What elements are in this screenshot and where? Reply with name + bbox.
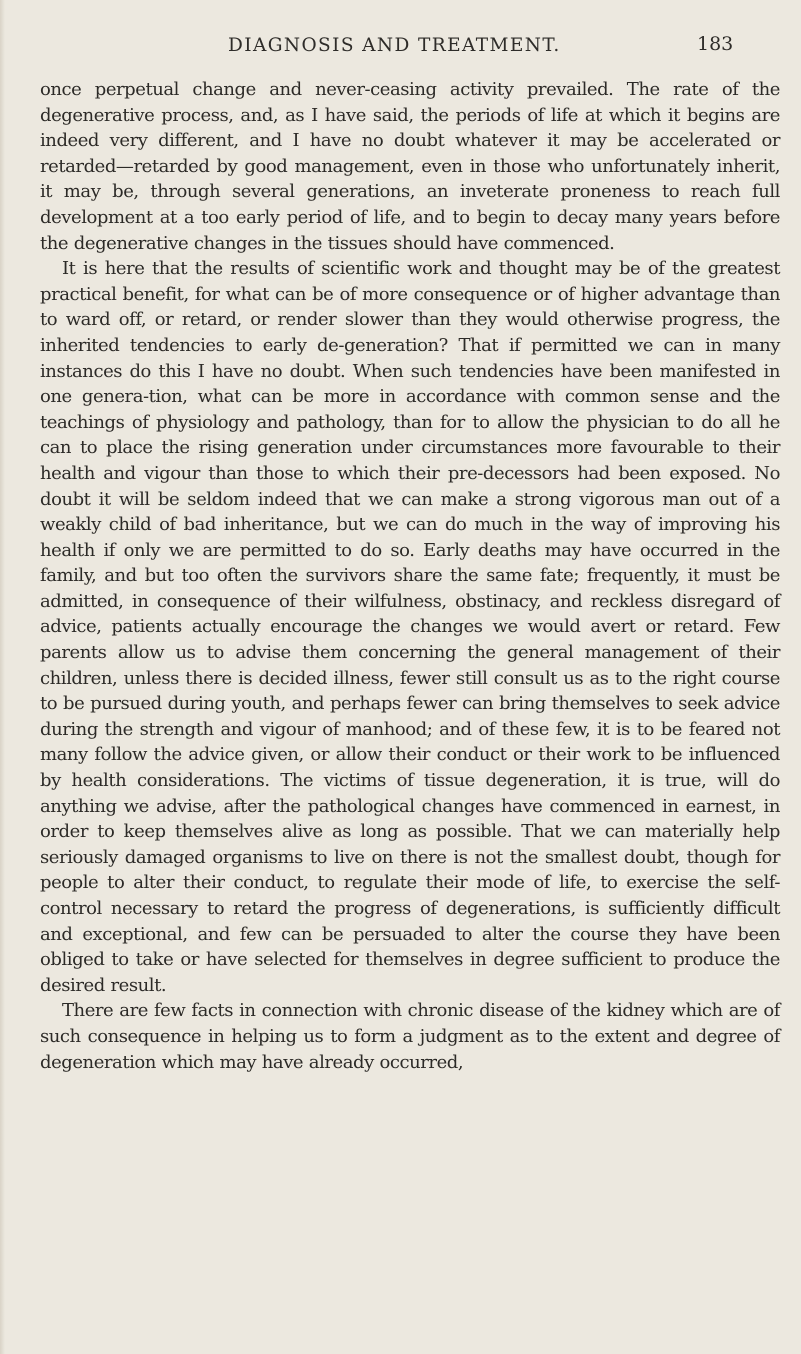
- page-header: [0, 28, 801, 58]
- page-edge-shadow: [0, 0, 5, 1354]
- page-number: 183: [697, 33, 734, 55]
- paragraph: There are few facts in connection with chronic disease of the kidney which are of such consequence in helping us to form a judgment as to the extent and degree of degeneration which may have already occurred,: [40, 1000, 780, 1073]
- running-head: DIAGNOSIS AND TREATMENT.: [228, 35, 561, 56]
- paragraph: It is here that the results of scientific work and thought may be of the greatest practical benefit, for what can be of more consequence or of higher advantage than to ward off, or retard, or render slower than they would otherwise progress, the inherited tendencies to early de-generation? That if permitted we can in many instances do this I have no doubt. When such tendencies have been manifested in one genera-tion, what can be more in accordance with common sense and the teachings of physiology and pathology, than for to allow the physician to do all he can to place the rising generation under circumstances more favourable to their health and vigour than those to which their pre-decessors had been exposed. No doubt it will be seldom indeed that we can make a strong vigorous man out of a weakly child of bad inheritance, but we can do much in the way of improving his health if only we are permitted to do so. Early deaths may have occurred in the family, and but too often the survivors share the same fate; frequently, it must be admitted, in consequence of their wilfulness, obstinacy, and reckless disregard of advice, patients actually encourage the changes we would avert or retard. Few parents allow us to advise them concerning the general management of their children, unless there is decided illness, fewer still consult us as to the right course to be pursued during youth, and perhaps fewer can bring themselves to seek advice during the strength and vigour of manhood; and of these few, it is to be feared not many follow the advice given, or allow their conduct or their work to be influenced by health considerations. The victims of tissue degeneration, it is true, will do anything we advise, after the pathological changes have commenced in earnest, in order to keep themselves alive as long as possible. That we can materially help seriously damaged organisms to live on there is not the smallest doubt, though for people to alter their conduct, to regulate their mode of life, to exercise the self-control necessary to retard the progress of degenerations, is sufficiently difficult and exceptional, and few can be persuaded to alter the course they have been obliged to take or have selected for themselves in degree sufficient to produce the desired result.: [40, 258, 780, 996]
- paragraph-continued: once perpetual change and never-ceasing activity prevailed. The rate of the degenerative process, and, as I have said, the periods of life at which it begins are indeed very different, and I have no doubt whatever it may be accelerated or retarded—retarded by good management, even in those who unfortunately inherit, it may be, through several generations, an inveterate proneness to reach full development at a too early period of life, and to begin to decay many years before the degenerative changes in the tissues should have commenced.: [40, 79, 780, 254]
- body-text: [40, 77, 780, 1075]
